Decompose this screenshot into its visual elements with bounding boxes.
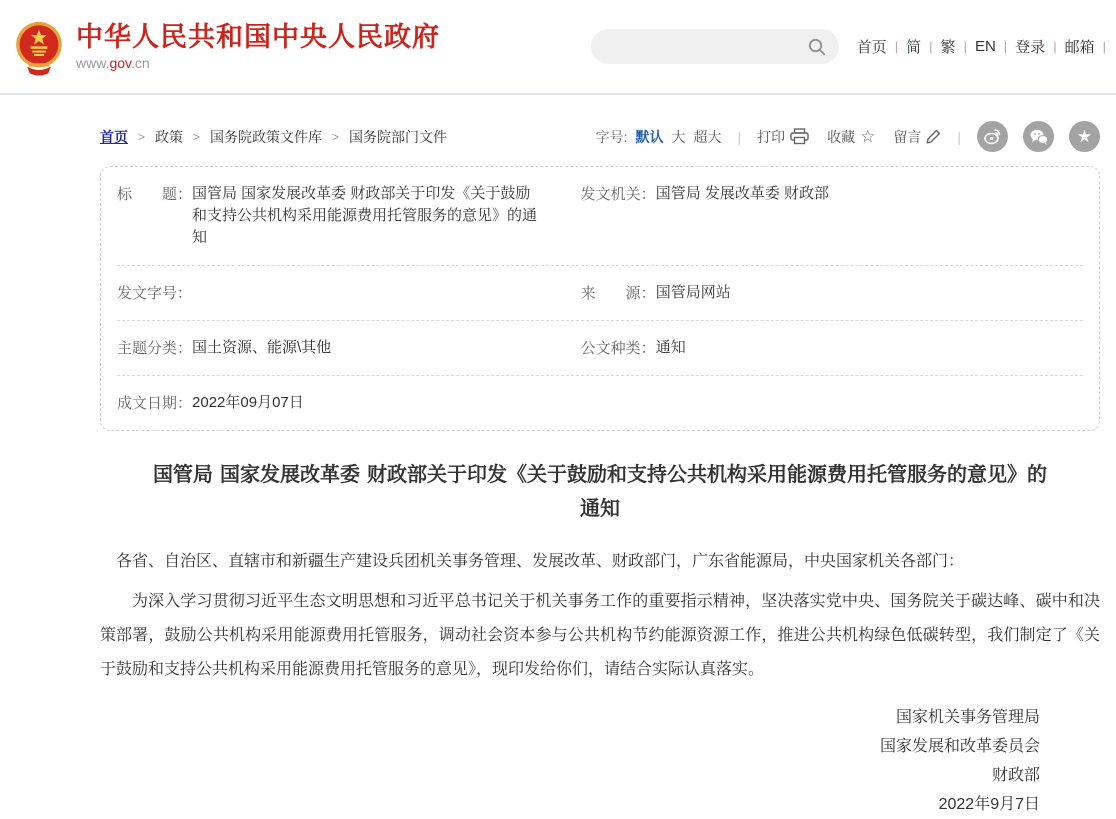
meta-doc-type-value: 通知: [655, 339, 686, 356]
pencil-icon: [926, 129, 941, 145]
meta-doc-type-cell: [581, 337, 1083, 359]
brand: [76, 22, 440, 71]
meta-date-cell: [117, 392, 304, 414]
wechat-icon: [1029, 128, 1049, 146]
print-button[interactable]: [757, 127, 809, 147]
toolbar: [596, 121, 1100, 152]
nav-separator: |: [894, 39, 899, 54]
meta-source-value: 国管局网站: [655, 284, 731, 301]
nav-english[interactable]: EN: [974, 38, 996, 55]
social-share: [977, 121, 1100, 152]
nav-home[interactable]: 首页: [856, 39, 887, 56]
national-emblem-logo: [12, 19, 66, 77]
site-url-cn: .cn: [131, 55, 150, 71]
breadcrumb-policy[interactable]: 政策: [155, 128, 184, 145]
meta-title-label: 标 题：: [117, 186, 193, 203]
signature-line: 财政部: [991, 767, 1040, 784]
breadcrumb: [100, 127, 447, 147]
nav-mail[interactable]: 邮箱: [1064, 39, 1095, 56]
meta-topic-cell: [117, 337, 581, 359]
nav-separator: |: [963, 39, 967, 54]
print-label: 打印: [757, 128, 786, 145]
breadcrumb-home[interactable]: 首页: [100, 128, 128, 145]
font-size-large-button[interactable]: 大: [671, 128, 686, 145]
meta-topic-label: 主题分类：: [117, 340, 193, 357]
meta-source-label: 来 源：: [580, 285, 656, 302]
wechat-share-button[interactable]: [1023, 121, 1054, 152]
meta-title-cell: [117, 183, 581, 249]
printer-icon: [790, 128, 809, 145]
nav-separator: |: [929, 39, 933, 54]
document-title: 国管局 国家发展改革委 财政部关于印发《关于鼓励和支持公共机构采用能源费用托管服务的意见》的通知: [153, 462, 1047, 520]
qzone-star-icon: ★: [1076, 127, 1093, 146]
site-url-www: www.: [76, 55, 110, 71]
weibo-share-button[interactable]: [977, 121, 1008, 152]
meta-topic-value: 国土资源、能源\其他: [192, 339, 332, 356]
main-paragraph: 为深入学习贯彻习近平生态文明思想和习近平总书记关于机关事务工作的重要指示精神，坚决落实党中央、国务院关于碳达峰、碳中和决策部署，鼓励公共机构采用能源费用托管服务，调动社会资本参与公共机构节约能源资源工作，推进公共机构绿色低碳转型，我们制定了《关于鼓励和支持公共机构采用能源费用托管服务的意见》，现印发给你们，请结合实际认真落实。: [100, 593, 1100, 678]
site-title[interactable]: 中华人民共和国中央人民政府: [76, 22, 440, 52]
meta-doc-number-cell: [117, 282, 581, 304]
nav-separator: |: [1003, 39, 1008, 54]
font-size-label: 字号:: [595, 128, 628, 145]
site-url-gov: gov: [109, 55, 131, 71]
nav-login[interactable]: 登录: [1015, 39, 1046, 56]
nav-separator: |: [1102, 39, 1106, 54]
meta-row-number: [117, 266, 1083, 321]
toolbar-separator: |: [957, 128, 961, 145]
meta-source-cell: [581, 282, 1083, 304]
content: [100, 121, 1100, 819]
meta-title-value: 国管局 国家发展改革委 财政部关于印发《关于鼓励和支持公共机构采用能源费用托管服务的意见》的通知: [192, 185, 538, 246]
search-icon[interactable]: [807, 37, 827, 57]
meta-issuing-agency-cell: [581, 183, 1083, 249]
qzone-share-button[interactable]: [1069, 121, 1100, 152]
document-body: [100, 545, 1100, 687]
nav-separator: |: [1053, 39, 1057, 54]
favorite-button[interactable]: [827, 127, 875, 147]
top-nav: [853, 36, 1110, 57]
crumb-toolbar-row: [100, 121, 1100, 152]
star-icon: ☆: [860, 126, 876, 146]
chevron-right-icon: >: [138, 129, 146, 144]
meta-row-category: [117, 321, 1083, 376]
favorite-label: 收藏: [827, 128, 856, 145]
comment-button[interactable]: [893, 127, 941, 147]
salutation-paragraph: 各省、自治区、直辖市和新疆生产建设兵团机关事务管理、发展改革、财政部门，广东省能源局，中央国家机关各部门：: [116, 553, 965, 570]
document-meta-table: [100, 166, 1100, 431]
weibo-icon: [983, 127, 1002, 146]
meta-row-date: [117, 376, 1083, 430]
meta-issuing-agency-label: 发文机关：: [580, 186, 656, 203]
signature-line: 国家发展和改革委员会: [879, 738, 1040, 755]
chevron-right-icon: >: [332, 129, 340, 144]
meta-doc-number-label: 发文字号：: [117, 285, 193, 302]
meta-date-label: 成文日期：: [117, 395, 193, 412]
signature-date: 2022年9月7日: [938, 796, 1040, 813]
meta-date-value: 2022年09月07日: [192, 394, 304, 411]
chevron-right-icon: >: [193, 129, 201, 144]
font-size-xlarge-button[interactable]: 超大: [693, 128, 722, 145]
font-size-default-button[interactable]: 默认: [635, 128, 664, 145]
signature-line: 国家机关事务管理局: [895, 709, 1040, 726]
meta-issuing-agency-value: 国管局 发展改革委 财政部: [655, 185, 830, 202]
breadcrumb-policy-library[interactable]: 国务院政策文件库: [210, 128, 323, 145]
toolbar-separator: |: [737, 128, 742, 145]
meta-row-title: [117, 167, 1083, 266]
breadcrumb-department-docs[interactable]: 国务院部门文件: [349, 128, 448, 145]
signature-block: [100, 703, 1100, 819]
comment-label: 留言: [893, 128, 922, 145]
site-header: [0, 0, 1116, 95]
meta-doc-type-label: 公文种类：: [580, 340, 656, 357]
site-url[interactable]: [76, 55, 440, 71]
search-input[interactable]: [591, 29, 839, 64]
nav-simplified[interactable]: 简: [906, 39, 922, 56]
nav-traditional[interactable]: 繁: [940, 39, 956, 56]
